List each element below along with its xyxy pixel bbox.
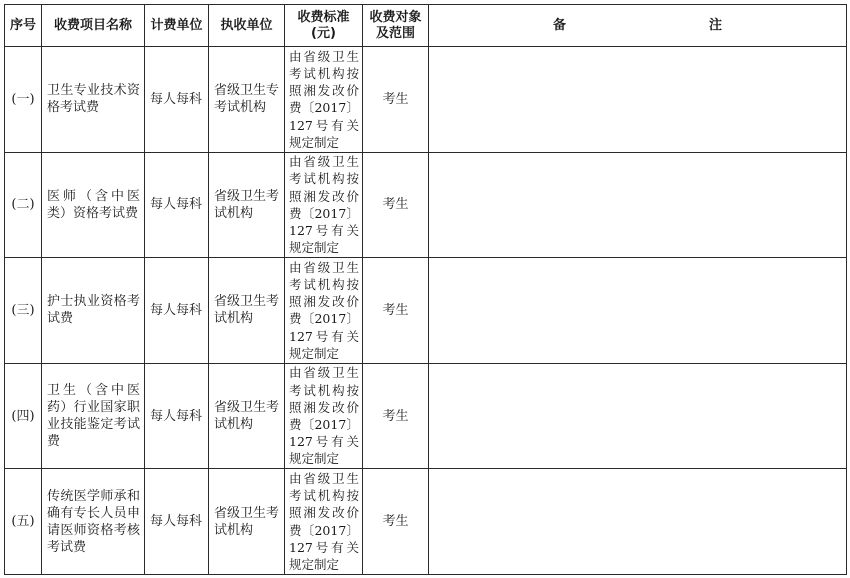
row-seq: (四) (5, 363, 42, 469)
header-unit: 计费单位 (145, 5, 209, 47)
row-item-name: 医师（含中医类）资格考试费 (42, 152, 145, 258)
row-item-name: 护士执业资格考试费 (42, 258, 145, 364)
table-row (5, 47, 847, 153)
row-target: 考生 (363, 152, 429, 258)
fee-table (4, 4, 847, 575)
row-standard: 由省级卫生考试机构按照湘发改价费〔2017〕127号有关规定制定 (285, 152, 363, 258)
row-unit: 每人每科 (145, 152, 209, 258)
row-collector: 省级卫生考试机构 (209, 469, 285, 575)
row-collector: 省级卫生考试机构 (209, 258, 285, 364)
row-remarks (429, 469, 847, 575)
row-unit: 每人每科 (145, 258, 209, 364)
row-standard: 由省级卫生考试机构按照湘发改价费〔2017〕127号有关规定制定 (285, 363, 363, 469)
row-item-name: 卫生（含中医药）行业国家职业技能鉴定考试费 (42, 363, 145, 469)
row-item-name: 卫生专业技术资格考试费 (42, 47, 145, 153)
row-unit: 每人每科 (145, 47, 209, 153)
header-standard: 收费标准(元) (285, 5, 363, 47)
header-target: 收费对象及范围 (363, 5, 429, 47)
row-collector: 省级卫生考试机构 (209, 152, 285, 258)
row-remarks (429, 258, 847, 364)
row-standard: 由省级卫生考试机构按照湘发改价费〔2017〕127号有关规定制定 (285, 258, 363, 364)
row-target: 考生 (363, 258, 429, 364)
row-standard: 由省级卫生考试机构按照湘发改价费〔2017〕127号有关规定制定 (285, 469, 363, 575)
row-target: 考生 (363, 47, 429, 153)
row-collector: 省级卫生考试机构 (209, 363, 285, 469)
row-seq: (一) (5, 47, 42, 153)
row-unit: 每人每科 (145, 469, 209, 575)
table-row (5, 363, 847, 469)
header-row (5, 5, 847, 47)
header-remarks (429, 5, 847, 47)
row-collector: 省级卫生专考试机构 (209, 47, 285, 153)
table-row (5, 469, 847, 575)
table-row (5, 258, 847, 364)
row-remarks (429, 47, 847, 153)
row-seq: (五) (5, 469, 42, 575)
row-unit: 每人每科 (145, 363, 209, 469)
row-remarks (429, 152, 847, 258)
row-target: 考生 (363, 469, 429, 575)
row-standard: 由省级卫生考试机构按照湘发改价费〔2017〕127号有关规定制定 (285, 47, 363, 153)
row-seq: (二) (5, 152, 42, 258)
header-collector: 执收单位 (209, 5, 285, 47)
row-target: 考生 (363, 363, 429, 469)
header-remarks-left: 备 (552, 17, 566, 33)
header-seq: 序号 (5, 5, 42, 47)
table-row (5, 152, 847, 258)
header-remarks-right: 注 (709, 17, 723, 33)
row-remarks (429, 363, 847, 469)
header-item-name: 收费项目名称 (42, 5, 145, 47)
row-seq: (三) (5, 258, 42, 364)
row-item-name: 传统医学师承和确有专长人员申请医师资格考核考试费 (42, 469, 145, 575)
